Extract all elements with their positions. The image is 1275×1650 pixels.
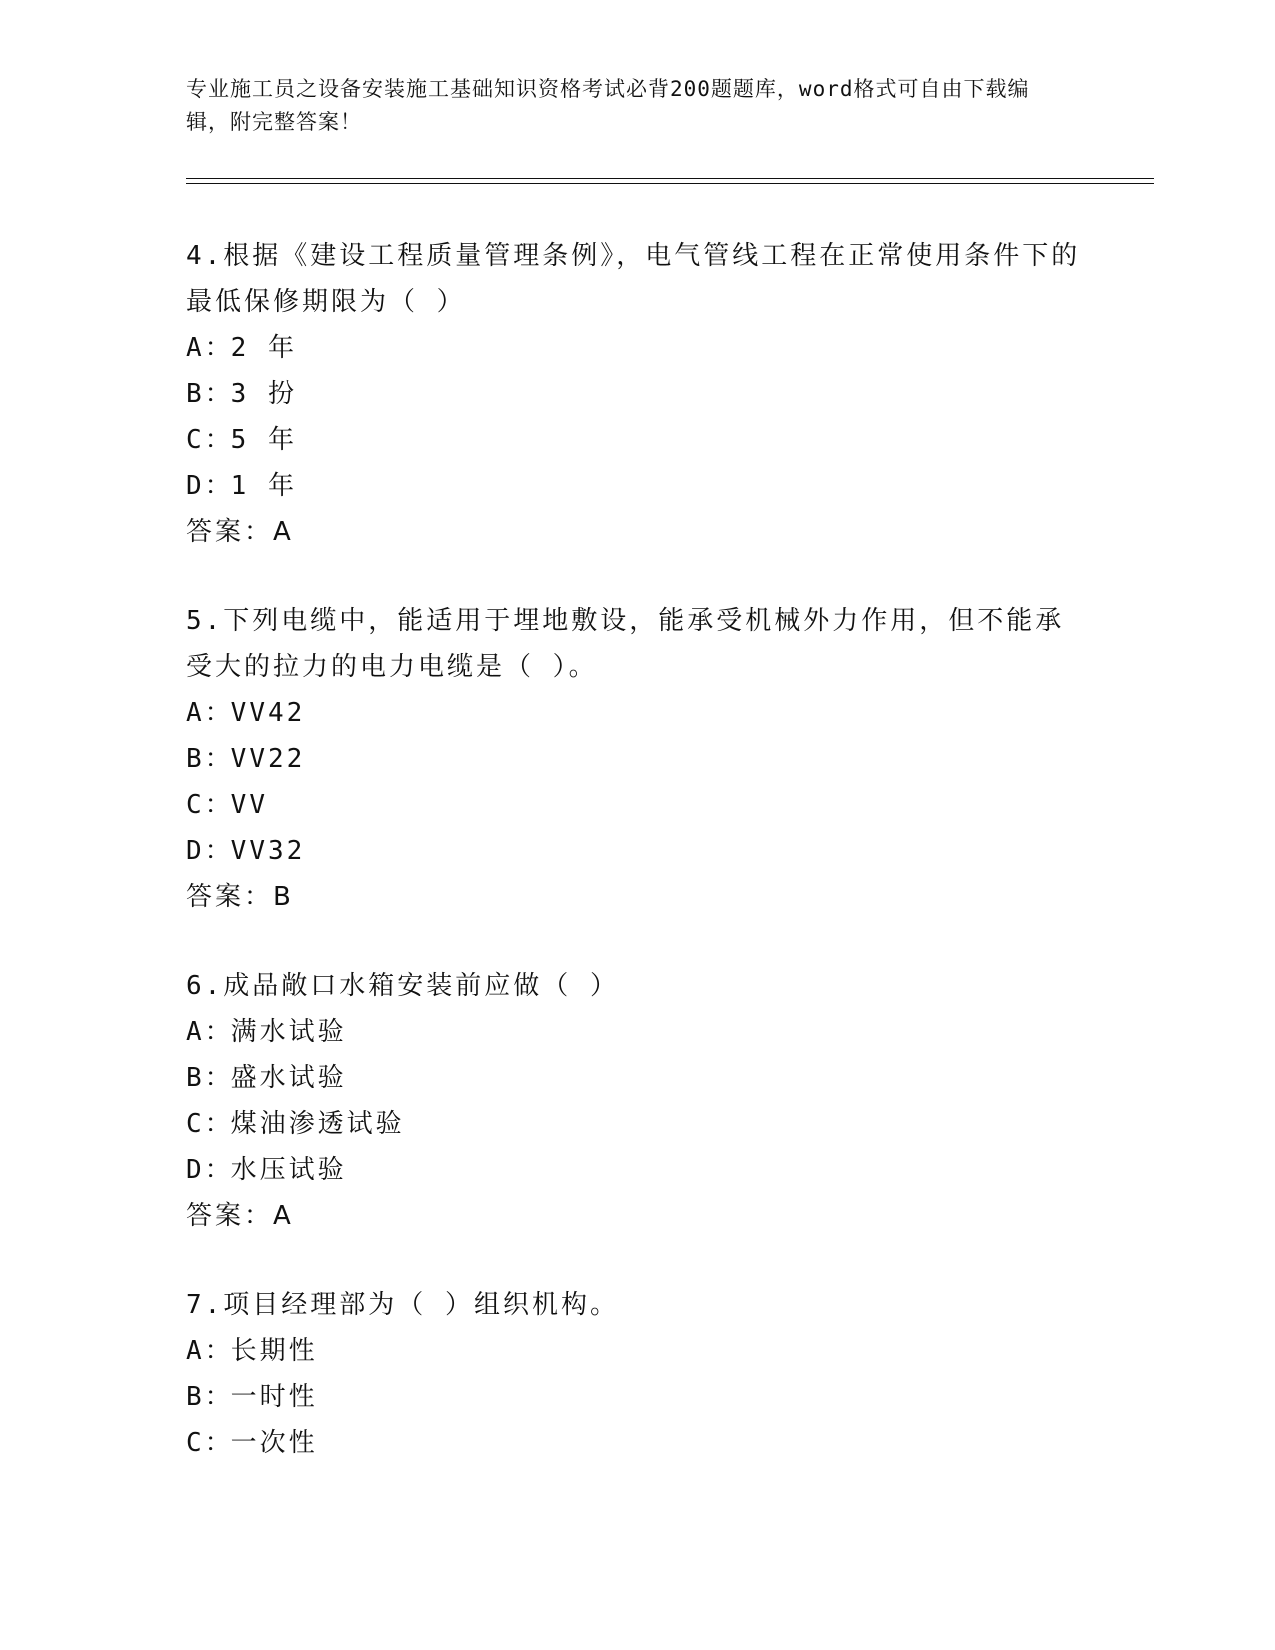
option-text: 盛水试验	[230, 1063, 347, 1093]
option-c: C：一次性	[186, 1428, 318, 1458]
option-letter: B	[186, 1382, 205, 1412]
option-a: A：2 年	[186, 333, 297, 363]
option-b: B：3 扮	[186, 379, 297, 409]
document-header: 专业施工员之设备安装施工基础知识资格考试必背200题题库，word格式可自由下载编辑，附完整答案！	[186, 77, 1030, 134]
option-text: 5 年	[230, 425, 297, 455]
option-text: 3 扮	[230, 379, 297, 409]
option-b: B：盛水试验	[186, 1063, 347, 1093]
answer-line: 答案：A	[186, 1201, 294, 1231]
answer-line: 答案：B	[186, 882, 294, 912]
question-4	[186, 233, 1086, 555]
option-letter: A	[186, 698, 205, 728]
option-text: 1 年	[230, 471, 297, 501]
option-letter: C	[186, 1428, 205, 1458]
option-letter: A	[186, 1017, 205, 1047]
option-b: B：一时性	[186, 1382, 318, 1412]
option-letter: D	[186, 471, 205, 501]
option-c: C：VV	[186, 790, 268, 820]
option-a: A：长期性	[186, 1336, 318, 1366]
option-text: 一次性	[230, 1428, 318, 1458]
header-divider-top	[186, 178, 1154, 179]
question-stem: 7.项目经理部为（ ）组织机构。	[186, 1290, 619, 1320]
option-letter: D	[186, 836, 205, 866]
option-a: A：VV42	[186, 698, 306, 728]
option-c: C：5 年	[186, 425, 297, 455]
option-d: D：1 年	[186, 471, 297, 501]
question-6	[186, 963, 1086, 1239]
option-letter: C	[186, 425, 205, 455]
option-text: VV	[230, 790, 268, 820]
answer-line: 答案：A	[186, 517, 294, 547]
option-a: A：满水试验	[186, 1017, 347, 1047]
option-letter: B	[186, 744, 205, 774]
option-letter: A	[186, 333, 205, 363]
option-c: C：煤油渗透试验	[186, 1109, 405, 1139]
option-d: D：水压试验	[186, 1155, 347, 1185]
option-text: VV42	[230, 698, 306, 728]
question-7	[186, 1282, 1086, 1466]
option-letter: D	[186, 1155, 205, 1185]
option-text: VV22	[230, 744, 306, 774]
question-stem: 6.成品敞口水箱安装前应做（ ）	[186, 971, 619, 1001]
question-5	[186, 598, 1086, 920]
question-stem: 4.根据《建设工程质量管理条例》，电气管线工程在正常使用条件下的最低保修期限为（ ）	[186, 241, 1081, 317]
option-text: 一时性	[230, 1382, 318, 1412]
option-d: D：VV32	[186, 836, 306, 866]
option-letter: C	[186, 1109, 205, 1139]
option-text: 煤油渗透试验	[230, 1109, 405, 1139]
option-letter: B	[186, 379, 205, 409]
question-stem: 5.下列电缆中，能适用于埋地敷设，能承受机械外力作用，但不能承受大的拉力的电力电缆是（ ）。	[186, 606, 1065, 682]
option-letter: B	[186, 1063, 205, 1093]
option-letter: C	[186, 790, 205, 820]
option-letter: A	[186, 1336, 205, 1366]
option-text: 2 年	[230, 333, 297, 363]
option-text: VV32	[230, 836, 306, 866]
option-text: 满水试验	[230, 1017, 347, 1047]
header-divider-bottom	[186, 183, 1154, 184]
option-text: 长期性	[230, 1336, 318, 1366]
question-list	[186, 233, 1086, 1509]
option-text: 水压试验	[230, 1155, 347, 1185]
option-b: B：VV22	[186, 744, 306, 774]
